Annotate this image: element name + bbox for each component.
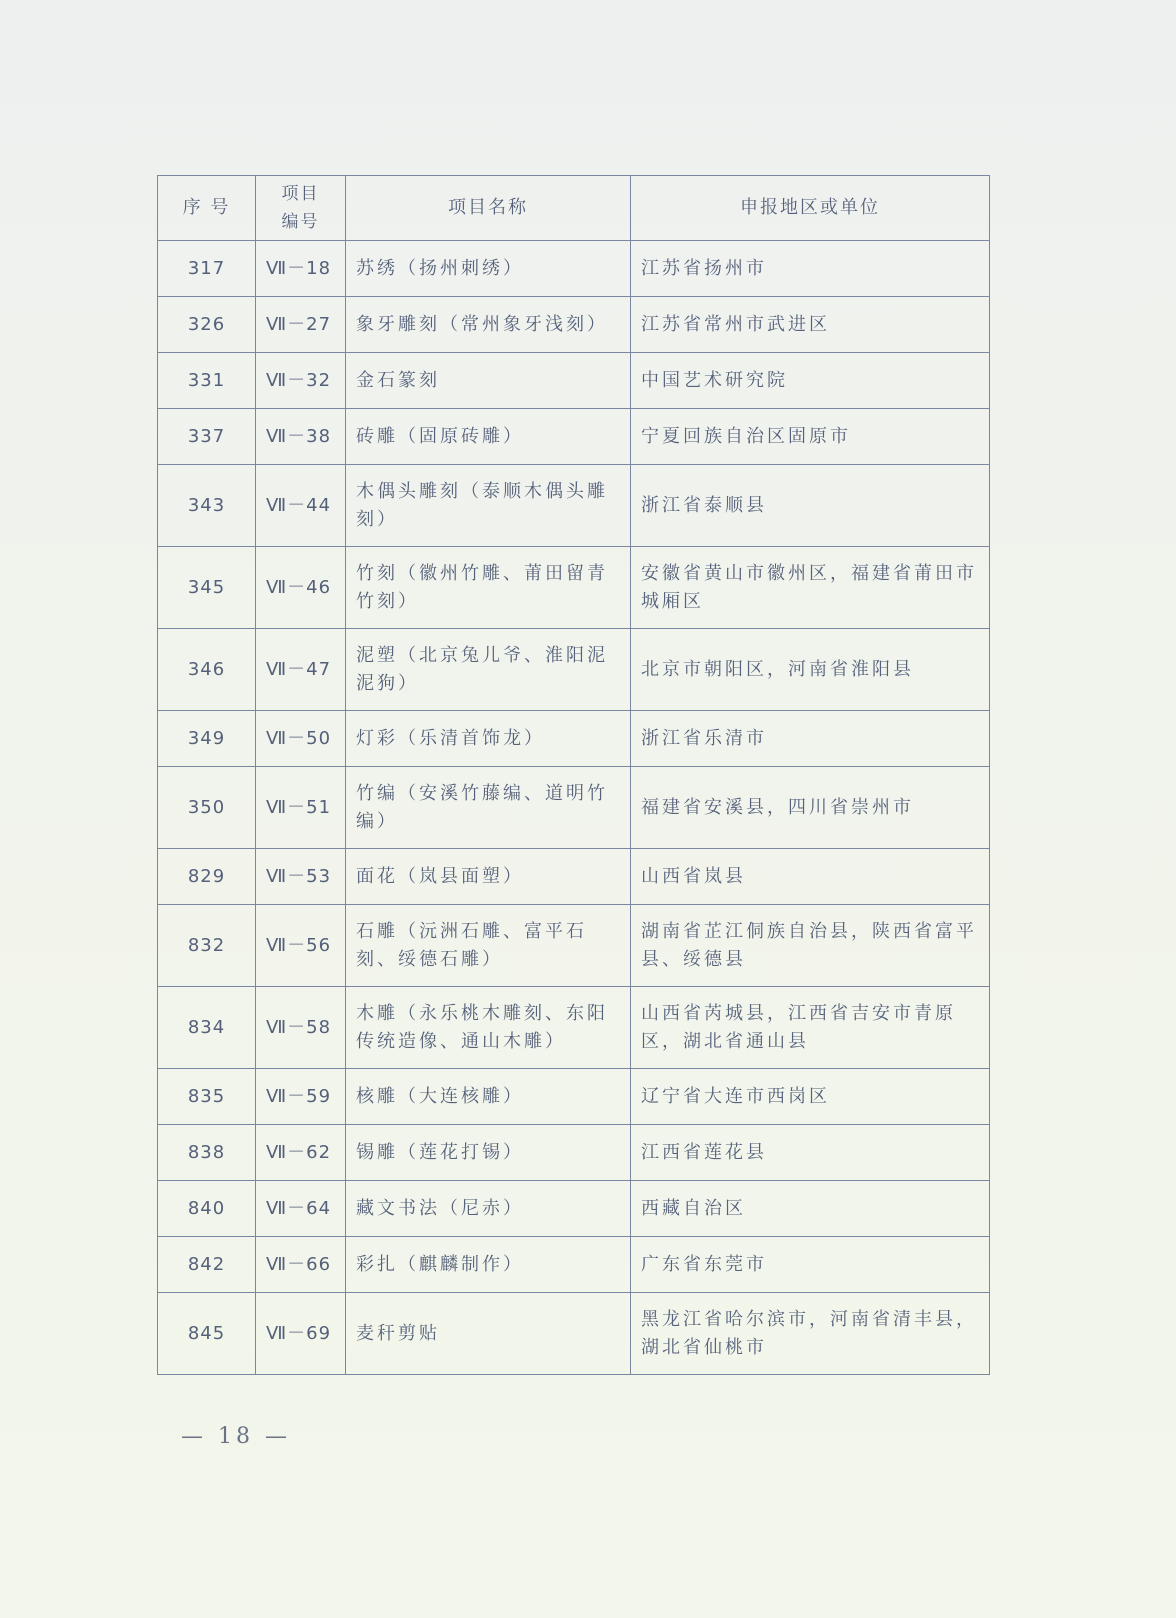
cell-region: 浙江省泰顺县	[631, 465, 990, 547]
table-row	[158, 767, 990, 849]
cell-seq: 835	[158, 1069, 256, 1125]
cell-code: Ⅶ－50	[256, 711, 346, 767]
cell-seq: 345	[158, 547, 256, 629]
table-row	[158, 849, 990, 905]
cell-name: 藏文书法（尼赤）	[346, 1181, 631, 1237]
cell-name: 苏绣（扬州刺绣）	[346, 241, 631, 297]
heritage-project-table	[157, 175, 990, 1375]
page-number: — 18 —	[181, 1424, 291, 1449]
table-row	[158, 1125, 990, 1181]
header-region: 申报地区或单位	[631, 176, 990, 241]
cell-seq: 317	[158, 241, 256, 297]
cell-name: 竹刻（徽州竹雕、莆田留青竹刻）	[346, 547, 631, 629]
table-row	[158, 297, 990, 353]
cell-code: Ⅶ－18	[256, 241, 346, 297]
header-name: 项目名称	[346, 176, 631, 241]
table-row	[158, 1181, 990, 1237]
cell-seq: 845	[158, 1293, 256, 1375]
cell-region: 江西省莲花县	[631, 1125, 990, 1181]
cell-region: 山西省岚县	[631, 849, 990, 905]
cell-seq: 349	[158, 711, 256, 767]
cell-seq: 829	[158, 849, 256, 905]
cell-region: 山西省芮城县，江西省吉安市青原区，湖北省通山县	[631, 987, 990, 1069]
cell-seq: 337	[158, 409, 256, 465]
cell-name: 竹编（安溪竹藤编、道明竹编）	[346, 767, 631, 849]
cell-region: 辽宁省大连市西岗区	[631, 1069, 990, 1125]
cell-seq: 326	[158, 297, 256, 353]
table-row	[158, 547, 990, 629]
table-row	[158, 465, 990, 547]
cell-name: 麦秆剪贴	[346, 1293, 631, 1375]
table-row	[158, 409, 990, 465]
cell-region: 北京市朝阳区，河南省淮阳县	[631, 629, 990, 711]
cell-region: 湖南省芷江侗族自治县，陕西省富平县、绥德县	[631, 905, 990, 987]
cell-seq: 346	[158, 629, 256, 711]
table-header-row	[158, 176, 990, 241]
header-code-line2: 编号	[281, 212, 320, 232]
cell-name: 核雕（大连核雕）	[346, 1069, 631, 1125]
table-row	[158, 711, 990, 767]
cell-code: Ⅶ－59	[256, 1069, 346, 1125]
cell-code: Ⅶ－32	[256, 353, 346, 409]
cell-name: 砖雕（固原砖雕）	[346, 409, 631, 465]
cell-code: Ⅶ－62	[256, 1125, 346, 1181]
cell-name: 泥塑（北京兔儿爷、淮阳泥泥狗）	[346, 629, 631, 711]
header-code	[256, 176, 346, 241]
cell-code: Ⅶ－27	[256, 297, 346, 353]
cell-region: 福建省安溪县，四川省崇州市	[631, 767, 990, 849]
cell-name: 象牙雕刻（常州象牙浅刻）	[346, 297, 631, 353]
cell-seq: 832	[158, 905, 256, 987]
cell-seq: 842	[158, 1237, 256, 1293]
table-row	[158, 353, 990, 409]
cell-name: 灯彩（乐清首饰龙）	[346, 711, 631, 767]
cell-seq: 331	[158, 353, 256, 409]
cell-region: 宁夏回族自治区固原市	[631, 409, 990, 465]
cell-name: 金石篆刻	[346, 353, 631, 409]
cell-code: Ⅶ－38	[256, 409, 346, 465]
cell-name: 彩扎（麒麟制作）	[346, 1237, 631, 1293]
cell-region: 江苏省扬州市	[631, 241, 990, 297]
cell-code: Ⅶ－64	[256, 1181, 346, 1237]
cell-code: Ⅶ－66	[256, 1237, 346, 1293]
table-row	[158, 905, 990, 987]
cell-code: Ⅶ－47	[256, 629, 346, 711]
cell-region: 广东省东莞市	[631, 1237, 990, 1293]
table-row	[158, 1069, 990, 1125]
cell-code: Ⅶ－51	[256, 767, 346, 849]
cell-code: Ⅶ－56	[256, 905, 346, 987]
cell-region: 浙江省乐清市	[631, 711, 990, 767]
cell-code: Ⅶ－44	[256, 465, 346, 547]
header-seq: 序 号	[158, 176, 256, 241]
table-row	[158, 987, 990, 1069]
header-code-line1: 项目	[281, 184, 320, 204]
cell-code: Ⅶ－58	[256, 987, 346, 1069]
cell-name: 木雕（永乐桃木雕刻、东阳传统造像、通山木雕）	[346, 987, 631, 1069]
cell-name: 木偶头雕刻（泰顺木偶头雕刻）	[346, 465, 631, 547]
table-row	[158, 629, 990, 711]
table-row	[158, 1293, 990, 1375]
table-row	[158, 1237, 990, 1293]
table-row	[158, 241, 990, 297]
cell-region: 中国艺术研究院	[631, 353, 990, 409]
cell-code: Ⅶ－53	[256, 849, 346, 905]
cell-code: Ⅶ－46	[256, 547, 346, 629]
cell-name: 石雕（沅洲石雕、富平石刻、绥德石雕）	[346, 905, 631, 987]
cell-seq: 350	[158, 767, 256, 849]
cell-name: 锡雕（莲花打锡）	[346, 1125, 631, 1181]
cell-code: Ⅶ－69	[256, 1293, 346, 1375]
cell-region: 西藏自治区	[631, 1181, 990, 1237]
cell-region: 安徽省黄山市徽州区，福建省莆田市城厢区	[631, 547, 990, 629]
cell-region: 江苏省常州市武进区	[631, 297, 990, 353]
cell-seq: 838	[158, 1125, 256, 1181]
cell-name: 面花（岚县面塑）	[346, 849, 631, 905]
cell-seq: 834	[158, 987, 256, 1069]
cell-region: 黑龙江省哈尔滨市，河南省清丰县，湖北省仙桃市	[631, 1293, 990, 1375]
cell-seq: 343	[158, 465, 256, 547]
cell-seq: 840	[158, 1181, 256, 1237]
